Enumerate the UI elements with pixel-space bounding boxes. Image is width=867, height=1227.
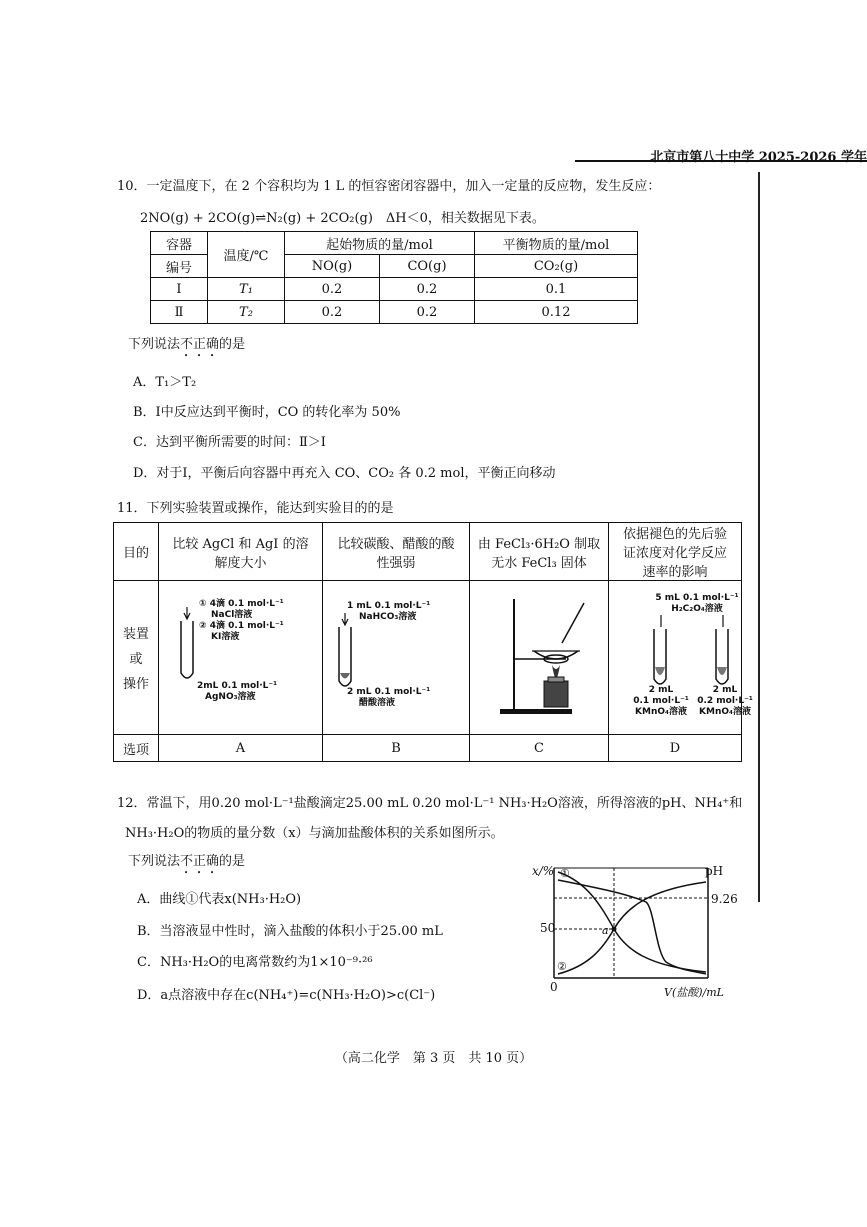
evaporation-apparatus-icon xyxy=(470,581,608,731)
label-line: ① 4滴 0.1 mol·L⁻¹ xyxy=(199,599,284,609)
q10-th-initial: 起始物质的量/mol xyxy=(285,232,475,255)
label-line: KI溶液 xyxy=(211,632,240,642)
q10-th-number: 编号 xyxy=(151,255,208,278)
q10-option-d[interactable]: D．对于Ⅰ，平衡后向容器中再充入 CO、CO₂ 各 0.2 mol，平衡正向移动 xyxy=(133,466,556,481)
q10-option-b[interactable]: B．Ⅰ中反应达到平衡时，CO 的转化率为 50% xyxy=(133,405,401,420)
q12-stem-line1: 12．常温下，用0.20 mol·L⁻¹盐酸滴定25.00 mL 0.20 mol·L⁻¹ NH₃·H₂O溶液，所得溶液的pH、NH₄⁺和 xyxy=(117,796,743,811)
graph-point-a: a xyxy=(602,924,609,937)
cell: 0.1 xyxy=(475,278,638,301)
label-line: 装置 xyxy=(122,627,149,642)
cell: 0.2 xyxy=(380,278,475,301)
prompt-emphasis: 不正确 xyxy=(180,854,220,869)
q11-stem: 11．下列实验装置或操作，能达到实验目的的是 xyxy=(117,501,394,516)
prompt-text: 的是 xyxy=(219,854,246,869)
q10-table xyxy=(150,231,638,324)
q11-device-b xyxy=(323,581,470,735)
q10-option-a[interactable]: A．T₁＞T₂ xyxy=(133,375,197,390)
q10-th-container: 容器 xyxy=(151,232,208,255)
label-line: H₂C₂O₄溶液 xyxy=(671,604,723,614)
cell: 0.2 xyxy=(285,301,380,324)
q10-equation: 2NO(g) + 2CO(g)⇌N₂(g) + 2CO₂(g) ΔH＜0，相关数据见下表。 xyxy=(140,211,545,226)
q11-label-option: 选项 xyxy=(114,735,159,762)
fig-a-label xyxy=(199,599,284,643)
q10-th-co: CO(g) xyxy=(380,255,475,278)
q12-stem-line2: NH₃·H₂O的物质的量分数（x）与滴加盐酸体积的关系如图所示。 xyxy=(125,826,504,841)
cell: 0.2 xyxy=(380,301,475,324)
fig-b-top xyxy=(347,601,430,623)
fig-d-left xyxy=(631,685,691,718)
q10-th-co2: CO₂(g) xyxy=(475,255,638,278)
fig-b-bottom xyxy=(347,687,430,709)
graph-tick-50: 50 xyxy=(540,921,556,935)
cell: T₁ xyxy=(208,278,285,301)
prompt-text: 下列说法 xyxy=(128,854,181,869)
q12-prompt xyxy=(128,850,245,877)
graph-x-label: V(盐酸)/mL xyxy=(664,986,724,999)
q11-goal-a: 比较 AgCl 和 AgI 的溶解度大小 xyxy=(159,523,323,581)
q11-device-c xyxy=(470,581,609,735)
label-line: NaHCO₃溶液 xyxy=(359,612,417,622)
label-line: 2mL 0.1 mol·L⁻¹ xyxy=(197,681,278,691)
label-line: 或 xyxy=(129,652,143,667)
label-line: KMnO₄溶液 xyxy=(699,707,751,717)
q11-device-d xyxy=(609,581,753,735)
q11-goal-d: 依据褪色的先后验证浓度对化学反应速率的影响 xyxy=(609,523,742,581)
graph-curve1-label: ① xyxy=(560,867,570,880)
graph-y-left-label: x/% xyxy=(532,864,555,878)
cell: Ⅱ xyxy=(151,301,208,324)
prompt-text: 下列说法 xyxy=(128,337,181,352)
label-line: AgNO₃溶液 xyxy=(205,692,256,702)
label-line: 2 mL 0.1 mol·L⁻¹ xyxy=(347,687,431,697)
titration-graph xyxy=(528,862,728,994)
label-line: 醋酸溶液 xyxy=(359,698,396,708)
q11-option-c[interactable]: C xyxy=(470,735,609,762)
q11-device-a xyxy=(159,581,323,735)
label-line: KMnO₄溶液 xyxy=(635,707,687,717)
q11-goal-b: 比较碳酸、醋酸的酸性强弱 xyxy=(323,523,470,581)
q10-stem: 10．一定温度下，在 2 个容积均为 1 L 的恒容密闭容器中，加入一定量的反应物，发生反应： xyxy=(117,179,661,194)
cell: T₂ xyxy=(208,301,285,324)
fig-d-right xyxy=(693,685,757,718)
label-line: NaCl溶液 xyxy=(211,610,253,620)
fig-a-bottom xyxy=(197,681,277,703)
page-footer: （高二化学 第 3 页 共 10 页） xyxy=(334,1051,533,1066)
label-line: ② 4滴 0.1 mol·L⁻¹ xyxy=(199,621,284,631)
page-header: 北京市第八十中学 2025-2026 学年 xyxy=(650,150,867,165)
q10-option-c[interactable]: C．达到平衡所需要的时间：Ⅱ＞Ⅰ xyxy=(133,435,326,450)
label-line: 0.2 mol·L⁻¹ xyxy=(697,696,753,706)
label-line: 2 mL xyxy=(712,685,738,695)
q12-option-d[interactable]: D．a点溶液中存在c(NH₄⁺)=c(NH₃·H₂O)>c(Cl⁻) xyxy=(137,988,436,1003)
graph-curve2-label: ② xyxy=(557,960,567,973)
prompt-text: 的是 xyxy=(219,337,246,352)
fig-d-top xyxy=(609,593,785,615)
q12-option-c[interactable]: C．NH₃·H₂O的电离常数约为1×10⁻⁹·²⁶ xyxy=(137,955,373,970)
graph-origin: 0 xyxy=(550,980,558,994)
label-line: 5 mL 0.1 mol·L⁻¹ xyxy=(655,593,739,603)
q12-option-a[interactable]: A．曲线①代表x(NH₃·H₂O) xyxy=(137,892,302,907)
label-line: 1 mL 0.1 mol·L⁻¹ xyxy=(347,601,431,611)
q11-goal-c: 由 FeCl₃·6H₂O 制取无水 FeCl₃ 固体 xyxy=(470,523,609,581)
q11-table xyxy=(113,522,753,762)
q11-option-b[interactable]: B xyxy=(323,735,470,762)
q10-th-no: NO(g) xyxy=(285,255,380,278)
q10-th-temp: 温度/℃ xyxy=(208,232,285,278)
q11-label-goal: 目的 xyxy=(114,523,159,581)
prompt-emphasis: 不正确 xyxy=(180,337,220,352)
label-line: 2 mL xyxy=(648,685,674,695)
margin-rule xyxy=(758,172,760,902)
q11-label-device xyxy=(114,581,159,735)
q11-option-a[interactable]: A xyxy=(159,735,323,762)
q12-option-b[interactable]: B．当溶液显中性时，滴入盐酸的体积小于25.00 mL xyxy=(137,924,443,939)
graph-tick-926: 9.26 xyxy=(711,892,738,906)
label-line: 操作 xyxy=(122,677,149,692)
table-row xyxy=(151,301,638,324)
cell: 0.12 xyxy=(475,301,638,324)
graph-y-right-label: pH xyxy=(705,864,724,878)
q11-option-d[interactable]: D xyxy=(609,735,742,762)
cell: Ⅰ xyxy=(151,278,208,301)
cell: 0.2 xyxy=(285,278,380,301)
q10-prompt xyxy=(128,333,245,360)
header-rule xyxy=(575,160,867,162)
table-row xyxy=(151,278,638,301)
q10-th-equilibrium: 平衡物质的量/mol xyxy=(475,232,638,255)
label-line: 0.1 mol·L⁻¹ xyxy=(633,696,689,706)
